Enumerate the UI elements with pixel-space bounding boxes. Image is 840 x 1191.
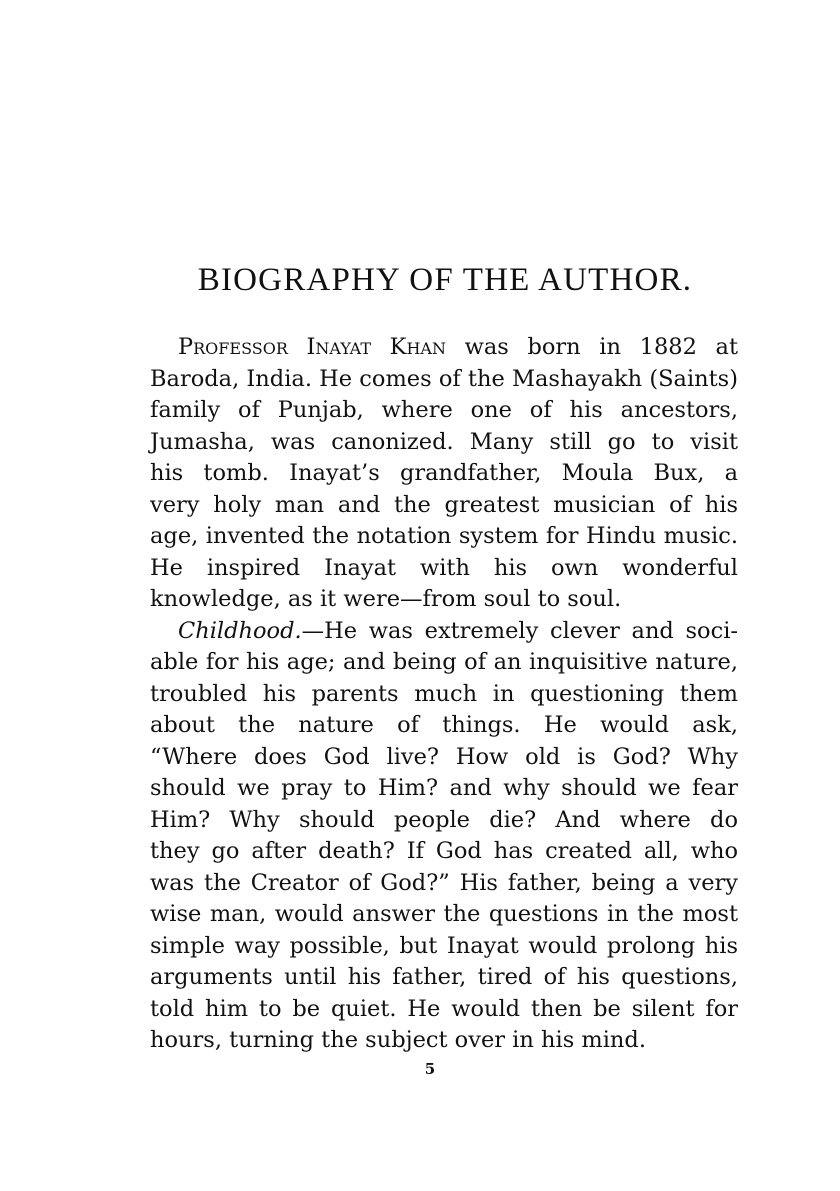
text-line: Professor Inayat Khan was born in 1882 at <box>178 334 738 360</box>
text-line: age, invented the notation system for Hindu music. <box>150 523 738 549</box>
text-line: Him? Why should people die? And where do <box>150 807 738 833</box>
text-line: was the Creator of God?” His father, being a very <box>150 870 738 896</box>
text-line: able for his age; and being of an inquisitive nature, <box>150 649 738 675</box>
text-line: should we pray to Him? and why should we fear <box>150 775 738 801</box>
text-line: troubled his parents much in questioning them <box>150 681 738 707</box>
page-title: BIOGRAPHY OF THE AUTHOR. <box>197 262 693 298</box>
text-line: “Where does God live? How old is God? Why <box>150 744 738 770</box>
text-line: knowledge, as it were—from soul to soul. <box>150 586 622 612</box>
text-line: about the nature of things. He would ask, <box>150 712 738 738</box>
text-line: arguments until his father, tired of his questions, <box>150 964 738 990</box>
text-line: very holy man and the greatest musician of his <box>150 492 738 518</box>
text-line: wise man, would answer the questions in the most <box>150 901 738 927</box>
text-line: He inspired Inayat with his own wonderful <box>150 555 738 581</box>
text-line: hours, turning the subject over in his mind. <box>150 1027 646 1053</box>
text-line: his tomb. Inayat’s grandfather, Moula Bux, a <box>150 460 738 486</box>
author-name: Professor Inayat Khan <box>178 334 446 360</box>
text-line: Jumasha, was canonized. Many still go to visit <box>150 429 738 455</box>
text-line: Childhood.—He was extremely clever and soci- <box>178 618 738 644</box>
text-line: they go after death? If God has created all, who <box>150 838 738 864</box>
text-line: family of Punjab, where one of his ancestors, <box>150 397 738 423</box>
text-line: simple way possible, but Inayat would prolong his <box>150 933 738 959</box>
text-line: Baroda, India. He comes of the Mashayakh (Saints) <box>150 366 738 392</box>
page-number: 5 <box>424 1060 436 1078</box>
section-heading-childhood: Childhood. <box>178 618 302 644</box>
text-line: told him to be quiet. He would then be silent for <box>150 996 738 1022</box>
